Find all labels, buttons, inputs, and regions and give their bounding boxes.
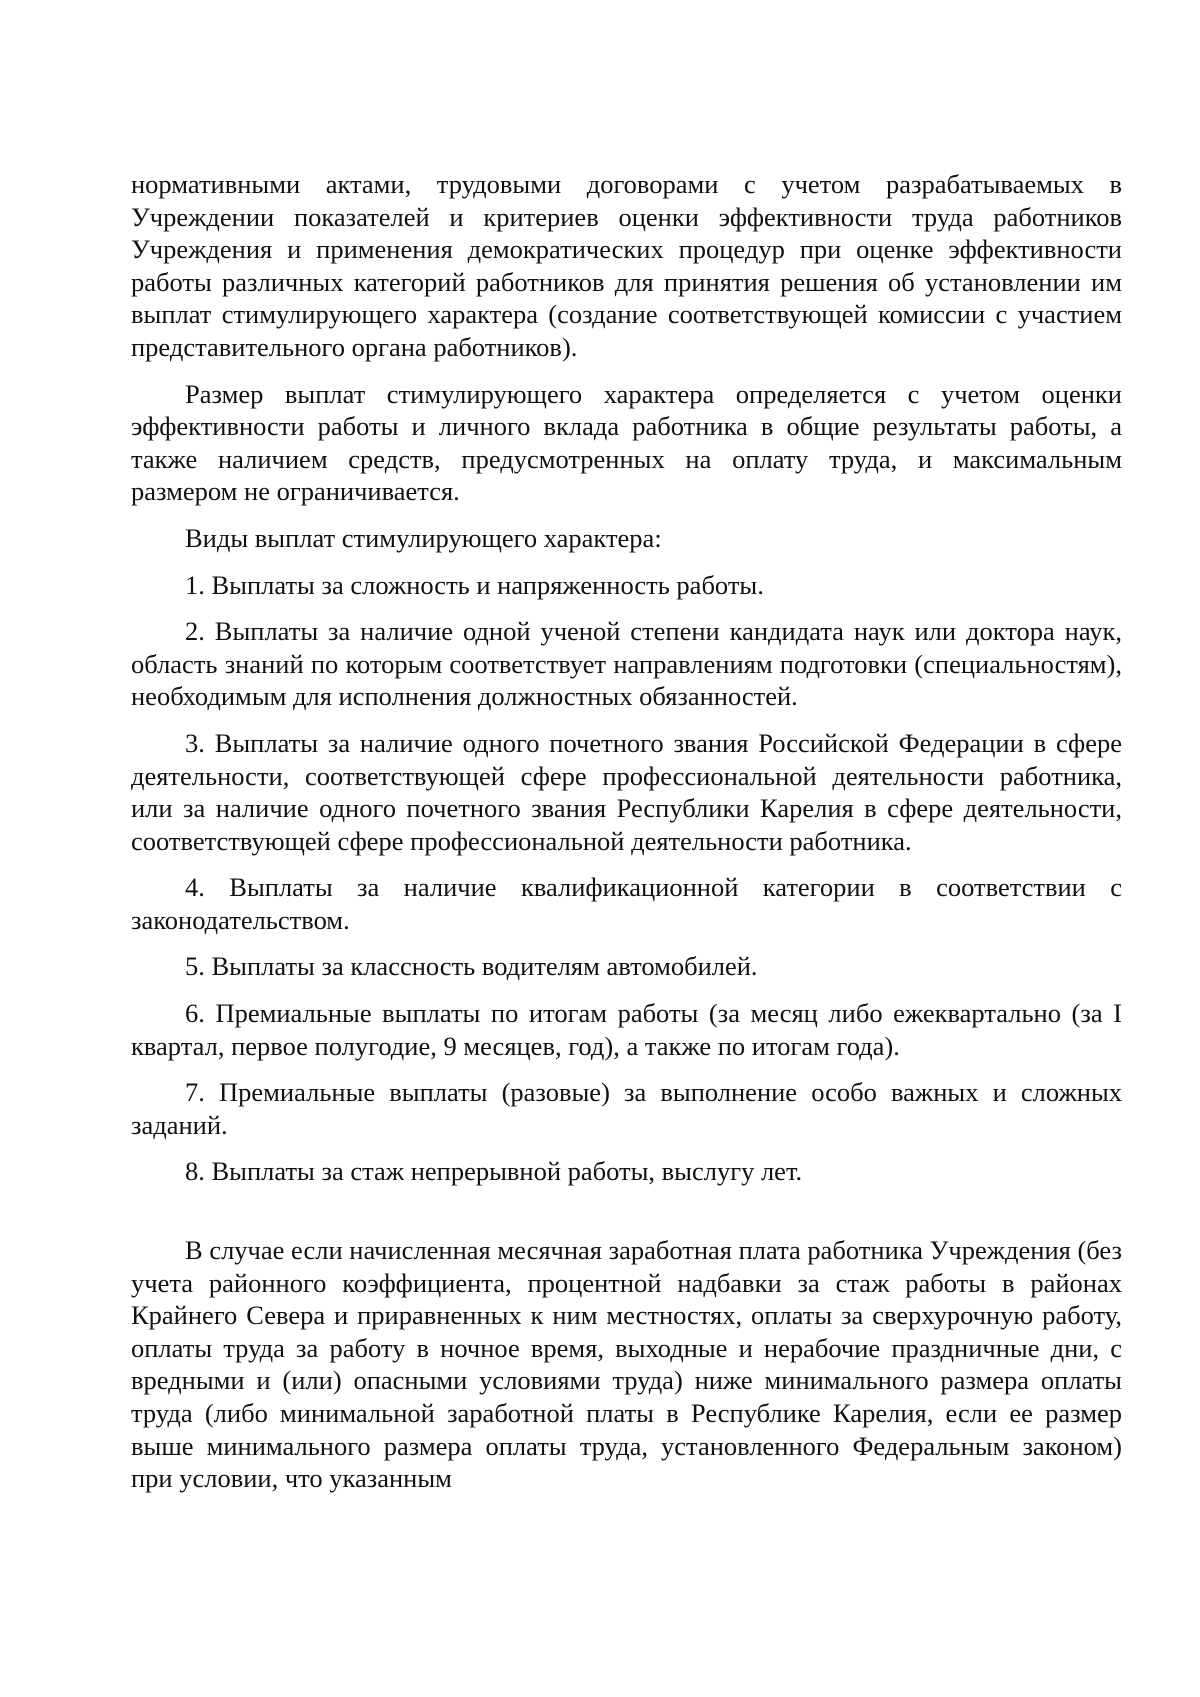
list-item-5: 5. Выплаты за классность водителям автомобилей. [185,951,758,982]
paragraph-minimum-wage: В случае если начисленная месячная заработная плата работника Учреждения (без учета районного коэффициента, процентной надбавки за стаж работы в районах Крайнего Севера и приравненных к ним местностях, оплаты за сверхурочную работу, оплаты труда за работу в ночное время, выходные и нерабочие праздничные дни, с вредными и (или) опасными условиями труда) ниже минимального размера оплаты труда (либо минимальной заработной платы в Республике Карелия, если ее размер выше минимального размера оплаты труда, установленного Федеральным законом) при условии, что указанным [131,1235,1122,1494]
list-item-3: 3. Выплаты за наличие одного почетного звания Российской Федерации в сфере деятельности, соответствующей сфере профессиональной деятельности работника, или за наличие одного почетного звания Республики Карелия в сфере деятельности, соответствующей сфере профессиональной деятельности работника. [131,727,1122,856]
paragraph-continuation: нормативными актами, трудовыми договорами с учетом разрабатываемых в Учреждении показателей и критериев оценки эффективности труда работников Учреждения и применения демократических процедур при оценке эффективности работы различных категорий работников для принятия решения об установлении им выплат стимулирующего характера (создание соответствующей комиссии с участием представительного органа работников). [131,169,1122,362]
list-item-4: 4. Выплаты за наличие квалификационной категории в соответствии с законодательством. [131,872,1122,935]
document-body [131,168,1122,1495]
list-item-7: 7. Премиальные выплаты (разовые) за выполнение особо важных и сложных заданий. [131,1077,1122,1140]
paragraph-payment-size: Размер выплат стимулирующего характера определяется с учетом оценки эффективности работы и личного вклада работника в общие результаты работы, а также наличием средств, предусмотренных на оплату труда, и максимальным размером не ограничивается. [131,378,1122,507]
paragraph-payment-types-heading: Виды выплат стимулирующего характера: [185,522,662,553]
list-item-2: 2. Выплаты за наличие одной ученой степени кандидата наук или доктора наук, область знаний по которым соответствует направлениям подготовки (специальностям), необходимым для исполнения должностных обязанностей. [131,616,1122,712]
list-item-1: 1. Выплаты за сложность и напряженность работы. [185,569,764,600]
list-item-6: 6. Премиальные выплаты по итогам работы (за месяц либо ежеквартально (за I квартал, первое полугодие, 9 месяцев, год), а также по итогам года). [131,998,1122,1061]
list-item-8: 8. Выплаты за стаж непрерывной работы, выслугу лет. [185,1156,803,1187]
